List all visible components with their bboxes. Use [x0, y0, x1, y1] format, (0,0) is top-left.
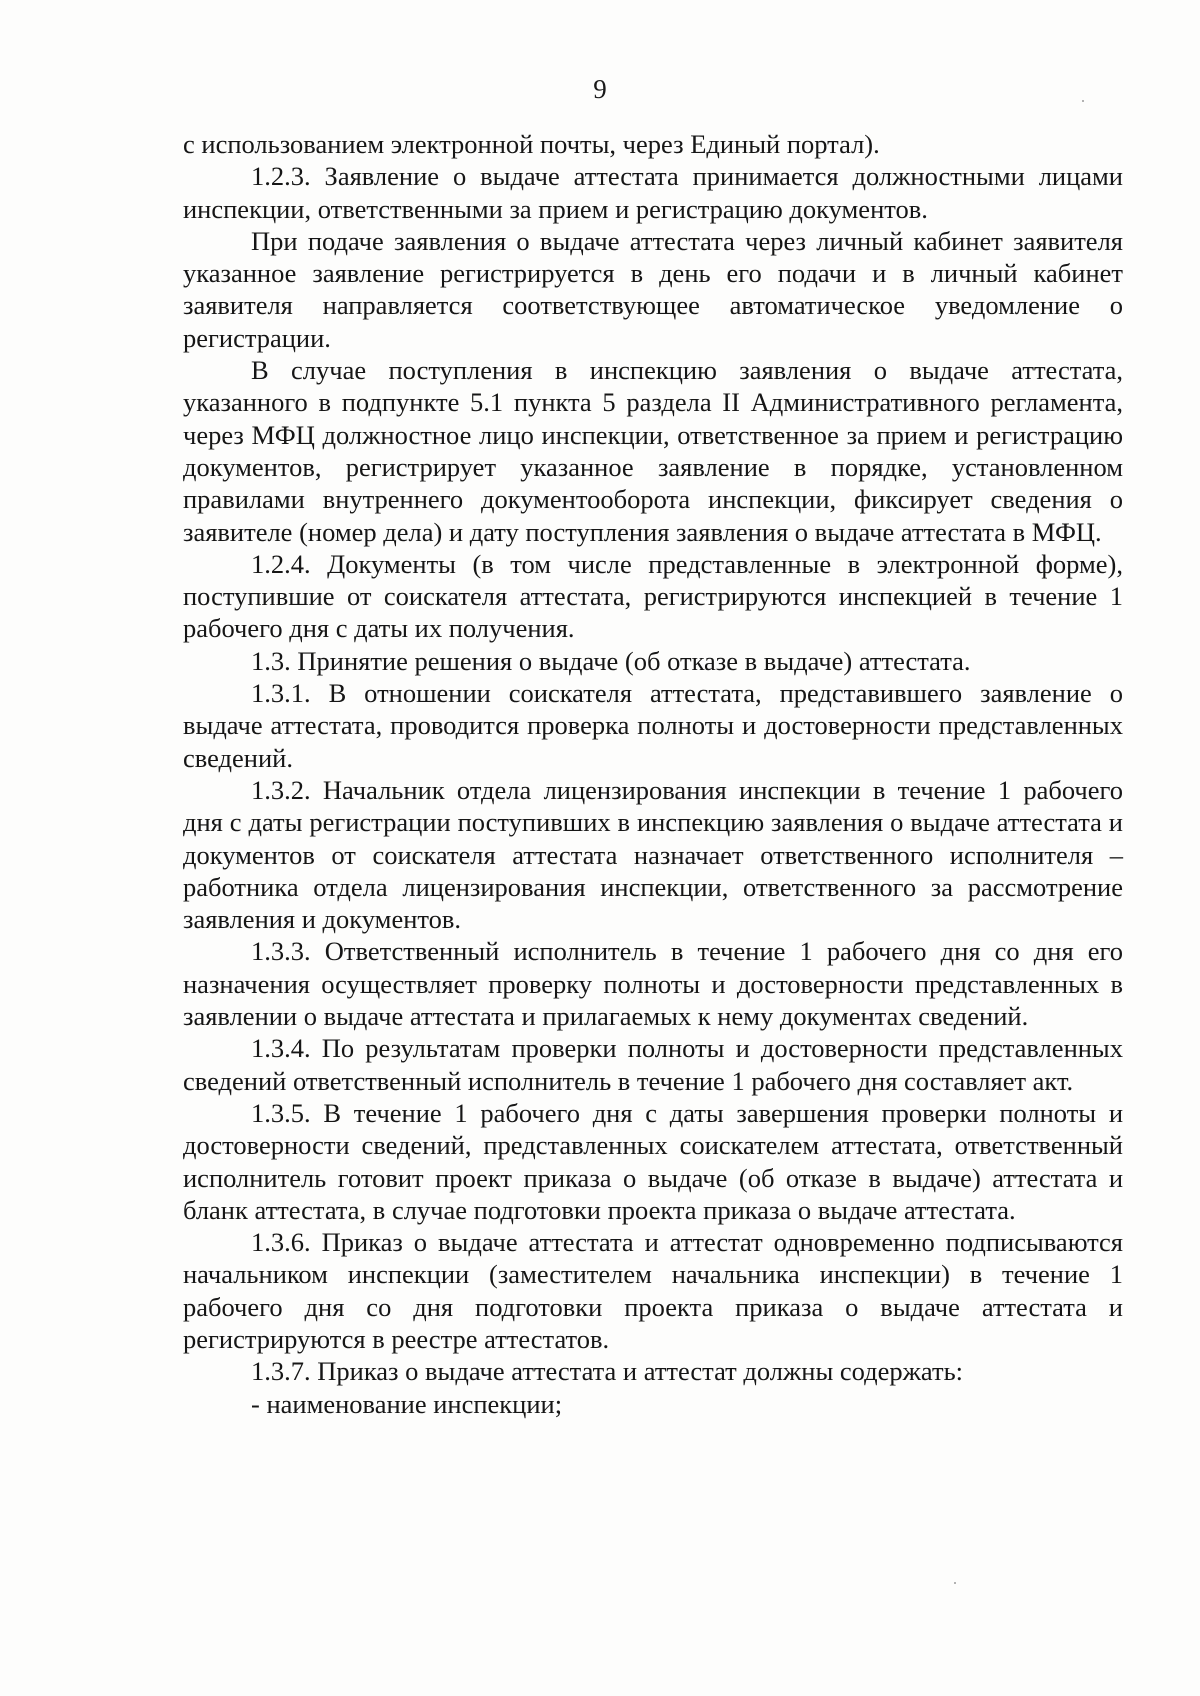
paragraph-1-2-3: 1.2.3. Заявление о выдаче аттестата принимается должностными лицами инспекции, ответственными за прием и регистрацию документов. — [183, 161, 1123, 224]
document-body — [183, 128, 1123, 1420]
paragraph-1-3-6: 1.3.6. Приказ о выдаче аттестата и аттестат одновременно подписываются начальником инспекции (заместителем начальника инспекции) в течение 1 рабочего дня со дня подготовки проекта приказа о выдаче аттестата и регистрируются в реестре аттестатов. — [183, 1227, 1123, 1354]
scan-speck — [954, 1582, 956, 1584]
paragraph-1-3-7: 1.3.7. Приказ о выдаче аттестата и аттестат должны содержать: — [251, 1356, 964, 1387]
paragraph-1-3-2: 1.3.2. Начальник отдела лицензирования инспекции в течение 1 рабочего дня с даты регистрации поступивших в инспекцию заявления о выдаче аттестата и документов от соискателя аттестата назначает ответственного исполнителя – работника отдела лицензирования инспекции, ответственного за рассмотрение заявления и документов. — [183, 774, 1123, 935]
paragraph-1-3-5: 1.3.5. В течение 1 рабочего дня с даты завершения проверки полноты и достоверности сведений, представленных соискателем аттестата, ответственный исполнитель готовит проект приказа о выдаче (об отказе в выдаче) аттестата и бланк аттестата, в случае подготовки проекта приказа о выдаче аттестата. — [183, 1097, 1123, 1225]
paragraph-1-3-4: 1.3.4. По результатам проверки полноты и достоверности представленных сведений ответственный исполнитель в течение 1 рабочего дня составляет акт. — [183, 1033, 1123, 1096]
paragraph-1-3: 1.3. Принятие решения о выдаче (об отказе в выдаче) аттестата. — [251, 645, 971, 676]
paragraph-1-3-3: 1.3.3. Ответственный исполнитель в течение 1 рабочего дня со дня его назначения осуществляет проверку полноты и достоверности представленных в заявлении о выдаче аттестата и прилагаемых к нему документах сведений. — [183, 936, 1123, 1032]
scan-speck — [1082, 100, 1084, 102]
list-item-inspection-name: - наименование инспекции; — [251, 1388, 563, 1419]
paragraph-1-2-4: 1.2.4. Документы (в том числе представленные в электронной форме), поступившие от соискателя аттестата, регистрируются инспекцией в течение 1 рабочего дня с даты их получения. — [183, 548, 1123, 644]
paragraph-1-3-1: 1.3.1. В отношении соискателя аттестата, представившего заявление о выдаче аттестата, проводится проверка полноты и достоверности представленных сведений. — [183, 678, 1123, 773]
page-number: 9 — [593, 74, 607, 104]
paragraph-mfc: В случае поступления в инспекцию заявления о выдаче аттестата, указанного в подпункте 5.1 пункта 5 раздела II Административного регламента, через МФЦ должностное лицо инспекции, ответственное за прием и регистрацию документов, регистрирует указанное заявление в порядке, установленном правилами внутреннего документооборота инспекции, фиксирует сведения о заявителе (номер дела) и дату поступления заявления о выдаче аттестата в МФЦ. — [183, 355, 1123, 547]
paragraph-personal-cabinet: При подаче заявления о выдаче аттестата через личный кабинет заявителя указанное заявление регистрируется в день его подачи и в личный кабинет заявителя направляется соответствующее автоматическое уведомление о регистрации. — [183, 225, 1123, 353]
paragraph-continuation: с использованием электронной почты, через Единый портал). — [183, 129, 880, 159]
